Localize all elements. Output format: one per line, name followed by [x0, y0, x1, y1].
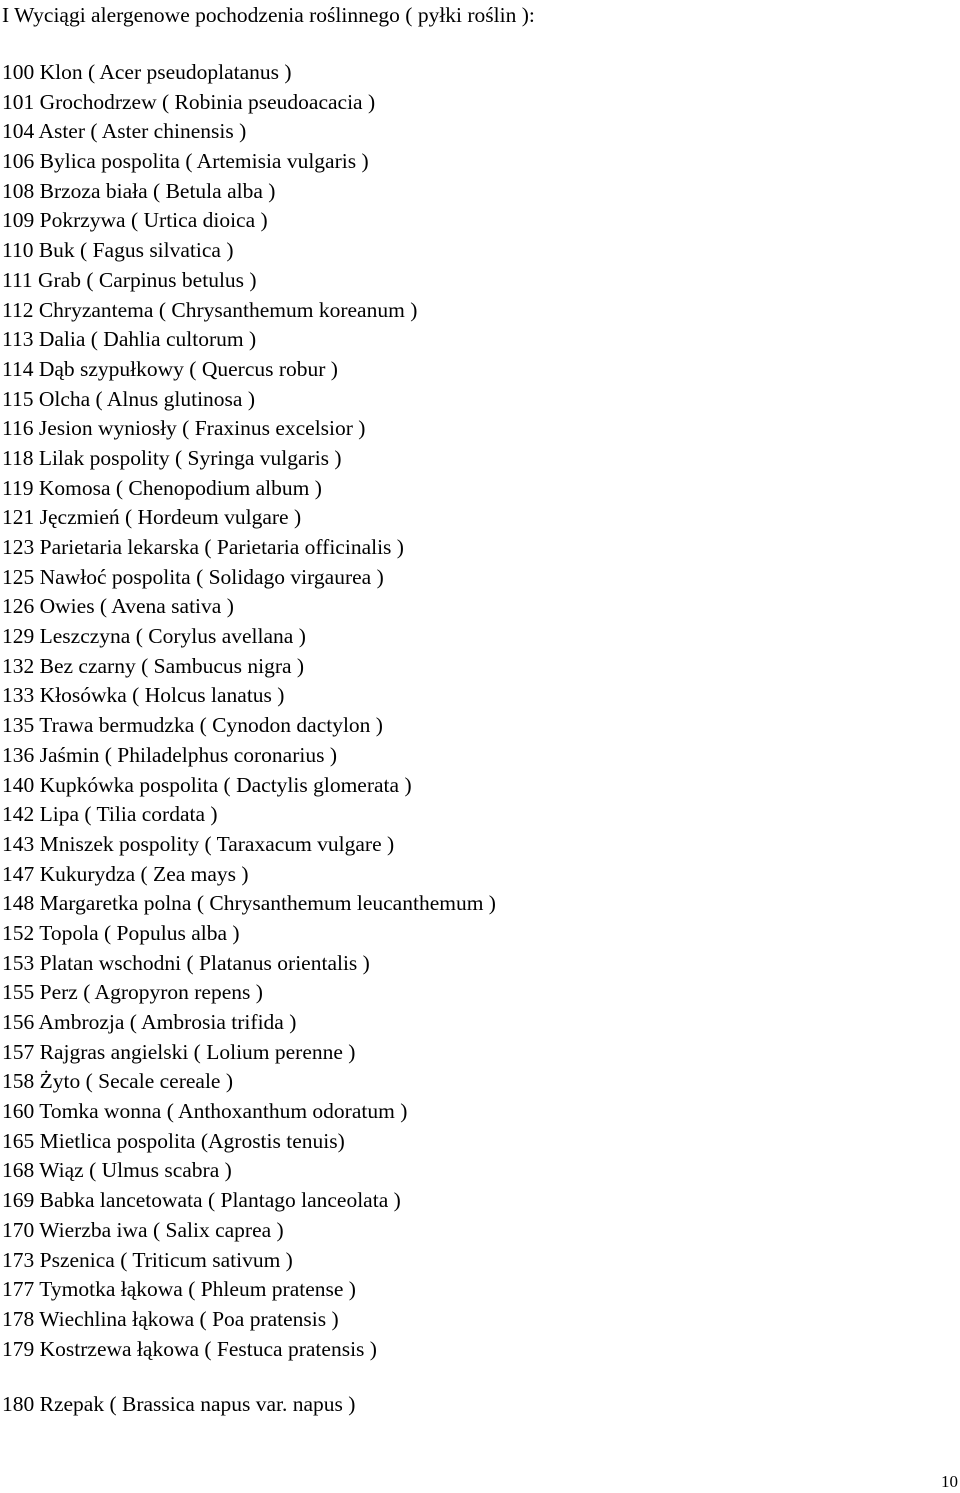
list-item: 126 Owies ( Avena sativa ) [2, 594, 234, 619]
list-item: 147 Kukurydza ( Zea mays ) [2, 861, 249, 886]
list-item: 160 Tomka wonna ( Anthoxanthum odoratum ) [2, 1099, 408, 1124]
list-item: 136 Jaśmin ( Philadelphus coronarius ) [2, 742, 337, 767]
list-item: 180 Rzepak ( Brassica napus var. napus ) [2, 1392, 356, 1416]
list-item: 165 Mietlica pospolita (Agrostis tenuis) [2, 1128, 345, 1153]
list-item: 123 Parietaria lekarska ( Parietaria officinalis ) [2, 535, 404, 559]
list-item: 119 Komosa ( Chenopodium album ) [2, 475, 322, 500]
list-item: 109 Pokrzywa ( Urtica dioica ) [2, 208, 268, 233]
list-item: 114 Dąb szypułkowy ( Quercus robur ) [2, 356, 338, 381]
list-item: 110 Buk ( Fagus silvatica ) [2, 238, 234, 263]
list-item: 104 Aster ( Aster chinensis ) [2, 119, 247, 144]
list-item: 132 Bez czarny ( Sambucus nigra ) [2, 653, 305, 678]
list-item: 143 Mniszek pospolity ( Taraxacum vulgare ) [2, 831, 395, 856]
list-item: 101 Grochodrzew ( Robinia pseudoacacia ) [2, 89, 376, 114]
list-item: 115 Olcha ( Alnus glutinosa ) [2, 386, 255, 411]
list-item: 133 Kłosówka ( Holcus lanatus ) [2, 683, 285, 708]
list-item: 152 Topola ( Populus alba ) [2, 920, 240, 945]
list-item: 125 Nawłoć pospolita ( Solidago virgaurea ) [2, 564, 384, 589]
list-item: 156 Ambrozja ( Ambrosia trifida ) [2, 1010, 297, 1034]
list-item: 135 Trawa bermudzka ( Cynodon dactylon ) [2, 713, 383, 738]
list-item: 170 Wierzba iwa ( Salix caprea ) [2, 1217, 284, 1242]
list-item: 178 Wiechlina łąkowa ( Poa pratensis ) [2, 1306, 339, 1331]
allergen-list-extra [2, 1390, 355, 1420]
list-item: 168 Wiąz ( Ulmus scabra ) [2, 1158, 232, 1183]
list-item: 108 Brzoza biała ( Betula alba ) [2, 178, 276, 203]
list-item: 111 Grab ( Carpinus betulus ) [2, 267, 257, 292]
list-item: 113 Dalia ( Dahlia cultorum ) [2, 327, 257, 352]
list-item: 158 Żyto ( Secale cereale ) [2, 1069, 233, 1094]
list-item: 106 Bylica pospolita ( Artemisia vulgaris ) [2, 149, 369, 174]
list-item: 179 Kostrzewa łąkowa ( Festuca pratensis ) [2, 1336, 377, 1361]
list-item: 153 Platan wschodni ( Platanus orientalis ) [2, 950, 370, 975]
list-item: 155 Perz ( Agropyron repens ) [2, 980, 263, 1005]
list-item: 173 Pszenica ( Triticum sativum ) [2, 1247, 293, 1272]
page-title: I Wyciągi alergenowe pochodzenia roślinnego ( pyłki roślin ): [2, 3, 535, 27]
list-item: 129 Leszczyna ( Corylus avellana ) [2, 624, 306, 649]
list-item: 100 Klon ( Acer pseudoplatanus ) [2, 60, 292, 84]
list-item: 169 Babka lancetowata ( Plantago lanceolata ) [2, 1188, 401, 1213]
list-item: 157 Rajgras angielski ( Lolium perenne ) [2, 1039, 356, 1064]
list-item: 116 Jesion wyniosły ( Fraxinus excelsior ) [2, 416, 366, 441]
allergen-list [2, 58, 496, 1364]
list-item: 140 Kupkówka pospolita ( Dactylis glomerata ) [2, 772, 412, 797]
list-item: 177 Tymotka łąkowa ( Phleum pratense ) [2, 1277, 356, 1302]
list-item: 121 Jęczmień ( Hordeum vulgare ) [2, 505, 302, 530]
page-number: 10 [941, 1472, 958, 1491]
list-item: 112 Chryzantema ( Chrysanthemum koreanum ) [2, 297, 418, 322]
list-item: 148 Margaretka polna ( Chrysanthemum leucanthemum ) [2, 891, 496, 916]
list-item: 118 Lilak pospolity ( Syringa vulgaris ) [2, 445, 342, 470]
list-item: 142 Lipa ( Tilia cordata ) [2, 802, 218, 827]
